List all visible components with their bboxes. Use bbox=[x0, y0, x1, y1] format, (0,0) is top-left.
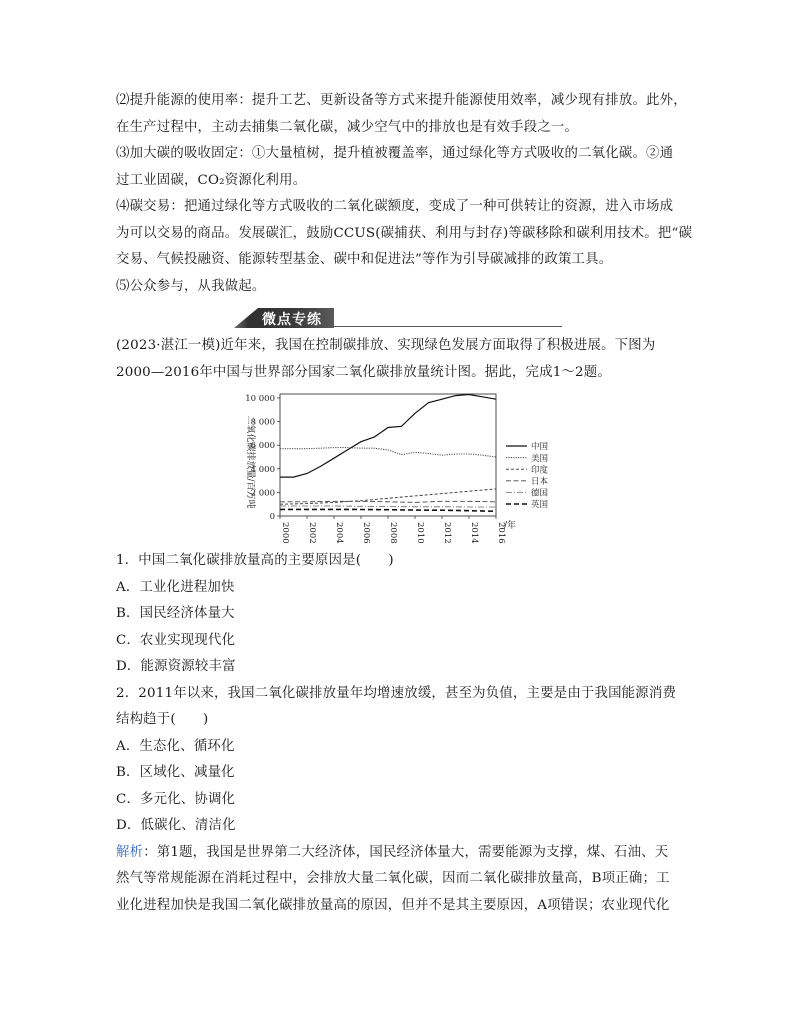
chart-x-axis-label: /年 bbox=[504, 521, 517, 531]
analysis-line-2: 然气等常规能源在消耗过程中，会排放大量二氧化碳，因而二氧化碳排放量高，B项正确；工 bbox=[116, 871, 670, 886]
chart-tick-labels bbox=[245, 394, 506, 544]
question-2-option-b[interactable]: B．区域化、减量化 bbox=[116, 765, 235, 780]
y-tick-label: 8 000 bbox=[250, 417, 275, 428]
series-line-日本 bbox=[280, 501, 496, 502]
question-2-stem-line-1: 2．2011年以来，我国二氧化碳排放量年均增速放缓，甚至为负值，主要是由于我国能源消费 bbox=[116, 685, 677, 701]
emission-line-chart bbox=[238, 390, 549, 544]
paragraph-2-line-1: ⑵提升能源的使用率：提升工艺、更新设备等方式来提升能源使用效率，减少现有排放。此外， bbox=[116, 93, 687, 108]
x-tick-label: 2016 bbox=[496, 522, 506, 544]
question-1-option-d[interactable]: D．能源资源较丰富 bbox=[116, 659, 236, 674]
x-tick-label: 2008 bbox=[388, 522, 398, 544]
x-tick-label: 2002 bbox=[307, 522, 317, 544]
legend-label: 美国 bbox=[531, 453, 549, 464]
series-line-德国 bbox=[280, 506, 496, 507]
banner-rule bbox=[334, 326, 562, 327]
paragraph-4-line-3: 交易、气候投融资、能源转型基金、碳中和促进法”等作为引导碳减排的政策工具。 bbox=[116, 252, 613, 267]
section-title: 微点专练 bbox=[262, 312, 322, 328]
question-intro-line-1: (2023·湛江一模)近年来，我国在控制碳排放、实现绿色发展方面取得了积极进展。下图为 bbox=[116, 338, 656, 353]
series-line-英国 bbox=[280, 509, 496, 511]
paragraph-5: ⑸公众参与，从我做起。 bbox=[116, 278, 266, 294]
y-tick-label: 4 000 bbox=[250, 464, 275, 475]
chart-series-lines bbox=[280, 395, 496, 512]
plot-frame bbox=[280, 394, 496, 516]
x-tick-label: 2014 bbox=[469, 522, 479, 544]
x-tick-label: 2004 bbox=[334, 522, 344, 544]
question-1-option-c[interactable]: C．农业实现现代化 bbox=[116, 632, 236, 648]
y-tick-label: 10 000 bbox=[245, 394, 275, 404]
paragraph-4-line-2: 为可以交易的商品。发展碳汇，鼓励CCUS(碳捕获、利用与封存)等碳移除和碳利用技术。把“碳 bbox=[116, 225, 693, 241]
legend-label: 印度 bbox=[531, 465, 549, 476]
question-1-stem: 1．中国二氧化碳排放量高的主要原因是( ) bbox=[116, 553, 394, 568]
legend-label: 英国 bbox=[531, 500, 549, 511]
analysis-label: 解析 bbox=[116, 844, 144, 860]
x-tick-label: 2012 bbox=[442, 522, 452, 544]
chart-y-axis-label: 二氧化碳排放量/百万吨 bbox=[245, 415, 255, 509]
series-line-美国 bbox=[280, 448, 496, 457]
y-tick-label: 2 000 bbox=[250, 488, 275, 499]
y-tick-label: 6 000 bbox=[250, 441, 275, 452]
analysis-line-1-text: ：第1题，我国是世界第二大经济体，国民经济体量大，需要能源为支撑，煤、石油、天 bbox=[143, 844, 669, 860]
chart-axes bbox=[277, 394, 496, 519]
analysis-line-3: 业化进程加快是我国二氧化碳排放量高的原因，但并不是其主要原因，A项错误；农业现代化 bbox=[116, 897, 670, 913]
legend-label: 中国 bbox=[531, 442, 549, 453]
x-tick-label: 2010 bbox=[415, 522, 425, 544]
y-tick-label: 0 bbox=[269, 512, 275, 522]
question-2-stem-line-2: 结构趋于( ) bbox=[116, 712, 209, 727]
paragraph-3-line-2: 过工业固碳，CO₂资源化利用。 bbox=[116, 172, 307, 188]
legend-label: 德国 bbox=[531, 488, 549, 499]
x-tick-label: 2006 bbox=[361, 522, 371, 544]
paragraph-3-line-1: ⑶加大碳的吸收固定：①大量植树，提升植被覆盖率，通过绿化等方式吸收的二氧化碳。②通 bbox=[116, 146, 674, 161]
x-tick-label: 2000 bbox=[280, 522, 290, 544]
legend-label: 日本 bbox=[531, 477, 549, 487]
question-2-option-d[interactable]: D．低碳化、清洁化 bbox=[116, 818, 236, 833]
question-2-option-c[interactable]: C．多元化、协调化 bbox=[116, 791, 236, 807]
question-1-option-a[interactable]: A．工业化进程加快 bbox=[116, 579, 235, 595]
question-1-option-b[interactable]: B．国民经济体量大 bbox=[116, 606, 235, 621]
banner-notch bbox=[234, 308, 258, 328]
paragraph-2-line-2: 在生产过程中，主动去捕集二氧化碳，减少空气中的排放也是有效手段之一。 bbox=[116, 119, 579, 135]
analysis-line-1 bbox=[116, 840, 686, 867]
question-2-option-a[interactable]: A．生态化、循环化 bbox=[116, 738, 235, 754]
series-line-中国 bbox=[280, 395, 496, 478]
paragraph-4-line-1: ⑷碳交易：把通过绿化等方式吸收的二氧化碳额度，变成了一种可供转让的资源，进入市场成 bbox=[116, 199, 674, 214]
chart-legend bbox=[506, 441, 549, 510]
section-banner bbox=[234, 308, 562, 328]
question-intro-line-2: 2000—2016年中国与世界部分国家二氧化碳排放量统计图。据此，完成1～2题。 bbox=[116, 364, 611, 380]
